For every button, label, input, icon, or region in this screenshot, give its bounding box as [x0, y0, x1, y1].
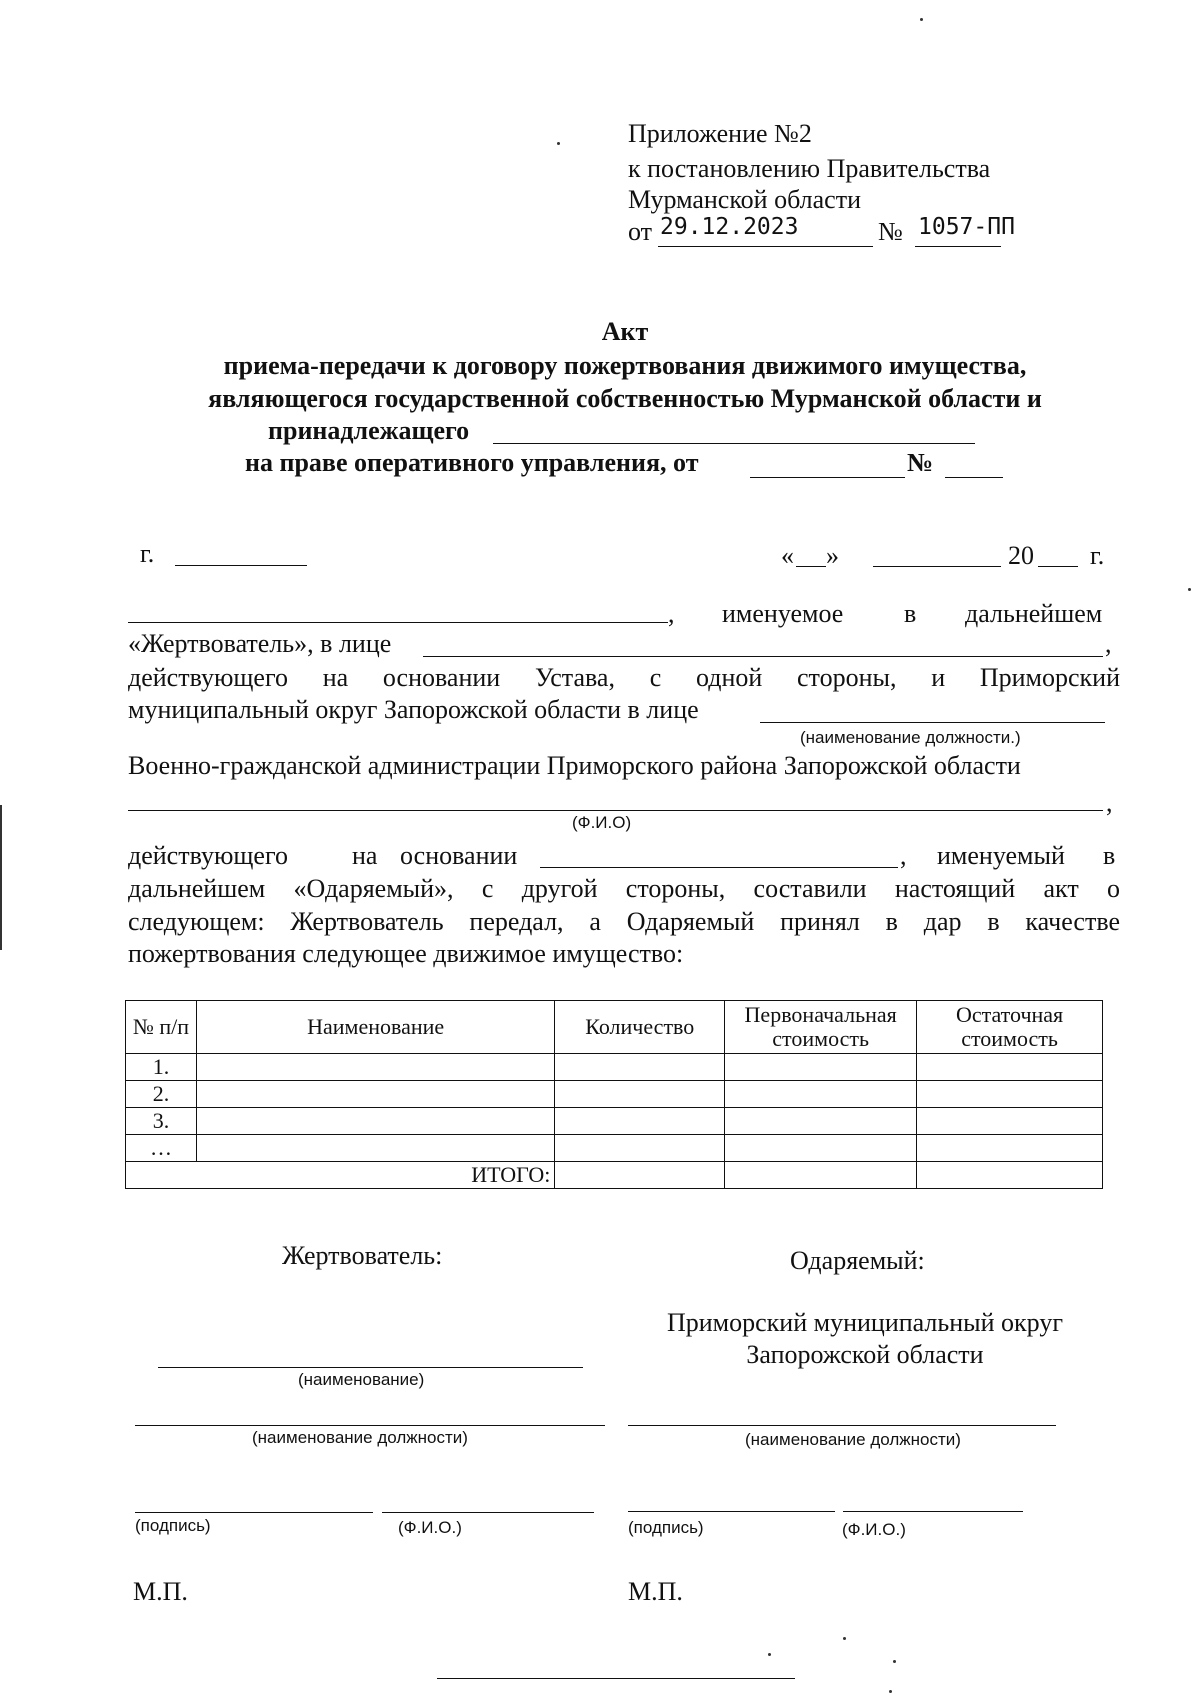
- row-residual-cost-cell[interactable]: [917, 1108, 1103, 1135]
- table-row: [126, 1135, 1103, 1162]
- comma: ,: [1105, 629, 1112, 658]
- property-table: [125, 1000, 1103, 1189]
- donor-in-person: «Жертвователь», в лице: [128, 629, 392, 658]
- word-referred: именуемое: [722, 599, 844, 628]
- total-quantity-cell[interactable]: [555, 1162, 725, 1189]
- row-number: 1.: [126, 1054, 197, 1081]
- title-date-underline: [750, 477, 905, 478]
- title-number-underline: [945, 477, 1003, 478]
- body-line-9: следующем: Жертвователь передал, а Одаряемый принял в дар в качестве: [128, 907, 1120, 936]
- row-quantity-cell[interactable]: [555, 1081, 725, 1108]
- donor-fio-underline: [382, 1512, 594, 1513]
- act-heading: Акт: [601, 317, 649, 346]
- word-on: на: [352, 841, 378, 870]
- appendix-line-1: Приложение №2: [628, 119, 812, 148]
- month-underline: [873, 566, 1001, 567]
- word-basis: основании: [400, 841, 518, 870]
- appendix-number-label: №: [878, 217, 903, 246]
- scan-speck: [768, 1653, 771, 1656]
- day-underline: [796, 566, 826, 567]
- row-name-cell[interactable]: [196, 1108, 554, 1135]
- donor-representative-underline: [423, 656, 1103, 657]
- note-fio-right: (Ф.И.О.): [842, 1520, 906, 1539]
- word-in: в: [904, 599, 917, 628]
- appendix-line-3: Мурманской области: [628, 185, 861, 214]
- comma: ,: [668, 599, 675, 628]
- comma: ,: [900, 841, 907, 870]
- quote-open: «: [781, 541, 794, 570]
- row-number: 2.: [126, 1081, 197, 1108]
- title-line-3: принадлежащего: [268, 416, 470, 445]
- donee-name-line-2: Запорожской области: [746, 1340, 984, 1369]
- table-row: [126, 1054, 1103, 1081]
- header-number: № п/п: [126, 1001, 197, 1054]
- year-suffix: г.: [1090, 541, 1105, 570]
- appendix-date: 29.12.2023: [660, 214, 799, 240]
- title-owner-underline: [493, 443, 975, 444]
- bottom-rule: [437, 1678, 795, 1679]
- donor-title: Жертвователь:: [282, 1241, 443, 1270]
- row-initial-cost-cell[interactable]: [725, 1081, 917, 1108]
- row-quantity-cell[interactable]: [555, 1054, 725, 1081]
- basis-underline: [540, 867, 898, 868]
- body-line-3: действующего на основании Устава, с одной стороны, и Приморский: [128, 663, 1120, 692]
- row-name-cell[interactable]: [196, 1054, 554, 1081]
- row-initial-cost-cell[interactable]: [725, 1108, 917, 1135]
- donee-name-line-1: Приморский муниципальный округ: [666, 1308, 1064, 1337]
- total-label: ИТОГО:: [126, 1162, 555, 1189]
- donee-signature-underline: [628, 1511, 835, 1512]
- donee-title: Одаряемый:: [790, 1246, 925, 1275]
- body-line-4: муниципальный округ Запорожской области в лице: [128, 695, 699, 724]
- note-signature-left: (подпись): [135, 1516, 211, 1535]
- total-residual-cost-cell[interactable]: [917, 1162, 1103, 1189]
- quote-close: »: [826, 541, 839, 570]
- position-underline: [760, 722, 1105, 723]
- donor-signature-underline: [135, 1512, 373, 1513]
- scan-speck: [893, 1660, 896, 1663]
- row-residual-cost-cell[interactable]: [917, 1081, 1103, 1108]
- word-hereinafter: дальнейшем: [965, 599, 1103, 628]
- row-residual-cost-cell[interactable]: [917, 1135, 1103, 1162]
- title-line-4: на праве оперативного управления, от: [245, 448, 699, 477]
- note-position: (наименование должности.): [800, 728, 1021, 747]
- body-line-5: Военно-гражданской администрации Приморского района Запорожской области: [128, 751, 1021, 780]
- row-quantity-cell[interactable]: [555, 1108, 725, 1135]
- table-row: [126, 1108, 1103, 1135]
- note-fio-left: (Ф.И.О.): [398, 1518, 462, 1537]
- scan-edge-mark: [0, 805, 2, 950]
- note-position-left: (наименование должности): [252, 1428, 468, 1447]
- comma: ,: [1106, 788, 1113, 817]
- fio-underline: [128, 810, 1103, 811]
- total-initial-cost-cell[interactable]: [725, 1162, 917, 1189]
- row-name-cell[interactable]: [196, 1135, 554, 1162]
- stamp-place-right: М.П.: [628, 1577, 683, 1606]
- appendix-from-label: от: [628, 217, 653, 246]
- scan-speck: [843, 1637, 846, 1640]
- donor-name-sign-underline: [158, 1367, 583, 1368]
- title-line-1: приема-передачи к договору пожертвования движимого имущества,: [223, 351, 1027, 380]
- header-initial-cost: Первоначальная стоимость: [725, 1001, 917, 1054]
- table-total-row: [126, 1162, 1103, 1189]
- scan-speck: [557, 142, 560, 145]
- donee-fio-underline: [843, 1511, 1023, 1512]
- row-initial-cost-cell[interactable]: [725, 1054, 917, 1081]
- donor-position-underline: [135, 1425, 605, 1426]
- scan-speck: [889, 1690, 892, 1693]
- year-underline: [1038, 566, 1078, 567]
- note-signature-right: (подпись): [628, 1518, 704, 1537]
- word-acting: действующего: [128, 841, 288, 870]
- body-line-10: пожертвования следующее движимое имущество:: [128, 939, 684, 968]
- row-residual-cost-cell[interactable]: [917, 1054, 1103, 1081]
- header-quantity: Количество: [555, 1001, 725, 1054]
- title-number-label: №: [907, 448, 934, 477]
- stamp-place-left: М.П.: [133, 1577, 188, 1606]
- year-prefix: 20: [1008, 541, 1034, 570]
- city-underline: [175, 565, 307, 566]
- note-position-right: (наименование должности): [745, 1430, 961, 1449]
- row-number: …: [126, 1135, 197, 1162]
- table-row: [126, 1081, 1103, 1108]
- word-in-2: в: [1103, 841, 1116, 870]
- scan-speck: [920, 18, 923, 21]
- donor-name-underline: [128, 622, 668, 623]
- note-fio: (Ф.И.О): [572, 813, 632, 832]
- table-header-row: [126, 1001, 1103, 1054]
- appendix-date-underline: [658, 246, 873, 247]
- header-name: Наименование: [196, 1001, 554, 1054]
- row-number: 3.: [126, 1108, 197, 1135]
- appendix-number-underline: [915, 246, 1001, 247]
- header-residual-cost: Остаточная стоимость: [917, 1001, 1103, 1054]
- title-line-2: являющегося государственной собственностью Мурманской области и: [208, 384, 1042, 413]
- note-name: (наименование): [298, 1370, 425, 1389]
- row-name-cell[interactable]: [196, 1081, 554, 1108]
- donee-position-underline: [628, 1425, 1056, 1426]
- city-label: г.: [140, 539, 155, 568]
- row-initial-cost-cell[interactable]: [725, 1135, 917, 1162]
- appendix-line-2: к постановлению Правительства: [628, 154, 991, 183]
- body-line-8: дальнейшем «Одаряемый», с другой стороны, составили настоящий акт о: [128, 874, 1120, 903]
- appendix-number: 1057-ПП: [918, 214, 1015, 240]
- row-quantity-cell[interactable]: [555, 1135, 725, 1162]
- scan-speck: [1188, 588, 1191, 591]
- word-referred-2: именуемый: [937, 841, 1065, 870]
